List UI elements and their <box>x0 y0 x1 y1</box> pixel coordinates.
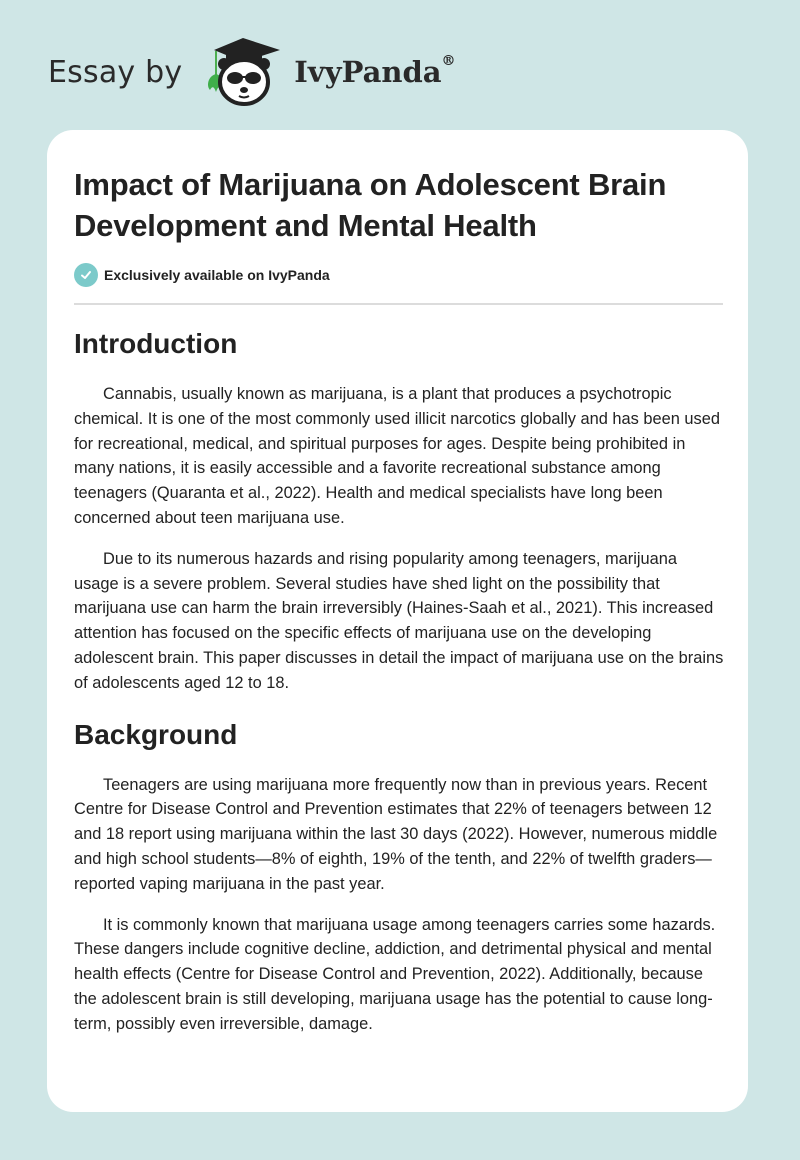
divider <box>74 303 723 305</box>
exclusive-label: Exclusively available on IvyPanda <box>104 267 330 283</box>
section-heading: Background <box>74 718 238 750</box>
essay-by-label: Essay by <box>48 54 183 90</box>
check-circle-icon <box>74 263 98 287</box>
registered-mark: ® <box>441 53 456 69</box>
paragraph: It is commonly known that marijuana usage among teenagers carries some hazards. These dangers include cognitive decline, addiction, and detrimental physical and mental health effects (Centre for Disease Control and Prevention, 2022). Additionally, because the adolescent brain is still developing, marijuana usage has the potential to cause long-term, possibly even irreversible, damage. <box>74 915 716 1033</box>
article-card <box>47 130 748 1112</box>
exclusive-badge <box>74 263 330 287</box>
section-heading: Introduction <box>74 328 238 359</box>
brand-name[interactable]: IvyPanda® <box>294 53 456 89</box>
panda-graduate-icon[interactable] <box>200 36 286 108</box>
page-title: Impact of Marijuana on Adolescent Brain Development and Mental Health <box>74 167 667 243</box>
paragraph: Cannabis, usually known as marijuana, is a plant that produces a psychotropic chemical. It is one of the most commonly used illicit narcotics globally and has been used for recreational, medical, and spiritual purposes for ages. Despite being prohibited in many nations, it is easily accessible and a favorite recreational substance among teenagers (Quaranta et al., 2022). Health and medical specialists have long been concerned about teen marijuana use. <box>74 385 720 527</box>
section-introduction <box>74 322 726 696</box>
paragraph: Teenagers are using marijuana more frequently now than in previous years. Recent Centre for Disease Control and Prevention estimates that 22% of teenagers between 12 and 18 report using marijuana within the last 30 days (2022). However, numerous middle and high school students—8% of eighth, 19% of the tenth, and 22% of twelfth graders—reported vaping marijuana in the past year. <box>74 775 718 893</box>
section-background <box>74 713 726 1037</box>
article-body <box>74 322 726 1037</box>
site-header <box>48 36 456 108</box>
paragraph: Due to its numerous hazards and rising popularity among teenagers, marijuana usage is a severe problem. Several studies have shed light on the possibility that marijuana use can harm the brain irreversibly (Haines-Saah et al., 2021). This increased attention has focused on the specific effects of marijuana use on the developing adolescent brain. This paper discusses in detail the impact of marijuana use on the brains of adolescents aged 12 to 18. <box>74 549 724 692</box>
